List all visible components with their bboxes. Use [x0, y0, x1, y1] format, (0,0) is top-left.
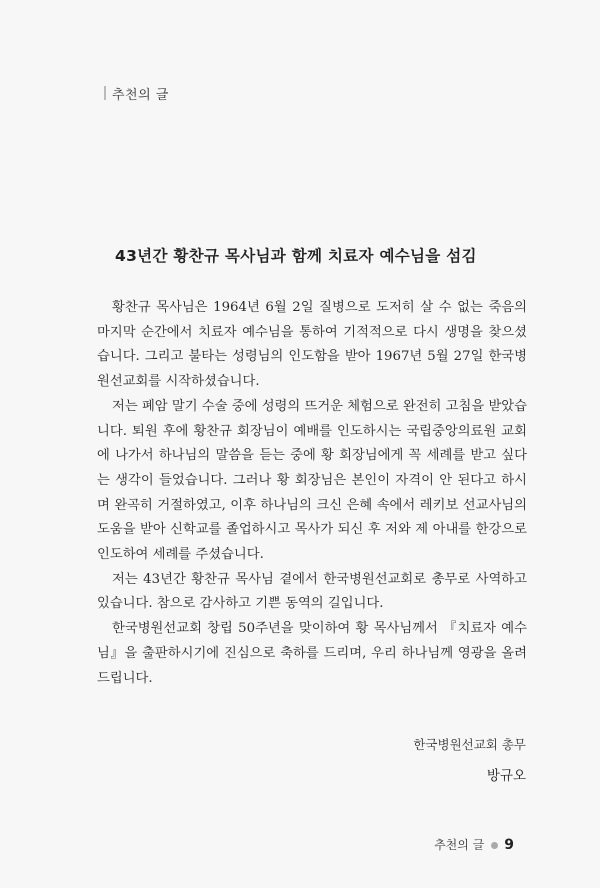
paragraph: 황찬규 목사님은 1964년 6월 2일 질병으로 도저히 살 수 없는 죽음의 마지막 순간에서 치료자 예수님을 통하여 기적적으로 다시 생명을 찾으셨습니다. 그리고 불타는 성령님의 인도함을 받아 1967년 5월 27일 한국병원선교회를 시작하셨습니다. [97, 300, 527, 390]
article-title: 43년간 황찬규 목사님과 함께 치료자 예수님을 섬김 [115, 247, 477, 265]
bullet-dot-icon [491, 842, 498, 849]
signature-organization: 한국병원선교회 총무 [413, 737, 526, 752]
page-number: 9 [504, 837, 514, 853]
page-footer [434, 836, 514, 853]
paragraph: 저는 43년간 황찬규 목사님 곁에서 한국병원선교회로 총무로 사역하고 있습니다. 참으로 감사하고 기쁜 동역의 길입니다. [97, 571, 527, 612]
footer-section-label: 추천의 글 [434, 838, 485, 852]
paragraph: 저는 폐암 말기 수술 중에 성령의 뜨거운 체험으로 완전히 고침을 받았습니다. 퇴원 후에 황찬규 회장님이 예배를 인도하시는 국립중앙의료원 교회에 나가서 하나님의 말씀을 듣는 중에 황 회장님에게 꼭 세례를 받고 싶다는 생각이 들었습니다. 그러나 황 회장님은 본인이 자격이 안 된다고 하시며 완곡히 거절하였고, 이후 하나님의 크신 은혜 속에서 레키보 선교사님의 도움을 받아 신학교를 졸업하시고 목사가 되신 후 저와 제 아내를 한강으로 인도하여 세례를 주셨습니다. [97, 398, 527, 563]
section-label: 추천의 글 [112, 84, 169, 103]
article-body [97, 296, 527, 691]
paragraph: 한국병원선교회 창립 50주년을 맞이하여 황 목사님께서 『치료자 예수님』을 출판하시기에 진심으로 축하를 드리며, 우리 하나님께 영광을 올려 드립니다. [97, 621, 527, 686]
signature-name: 방규오 [486, 768, 526, 784]
